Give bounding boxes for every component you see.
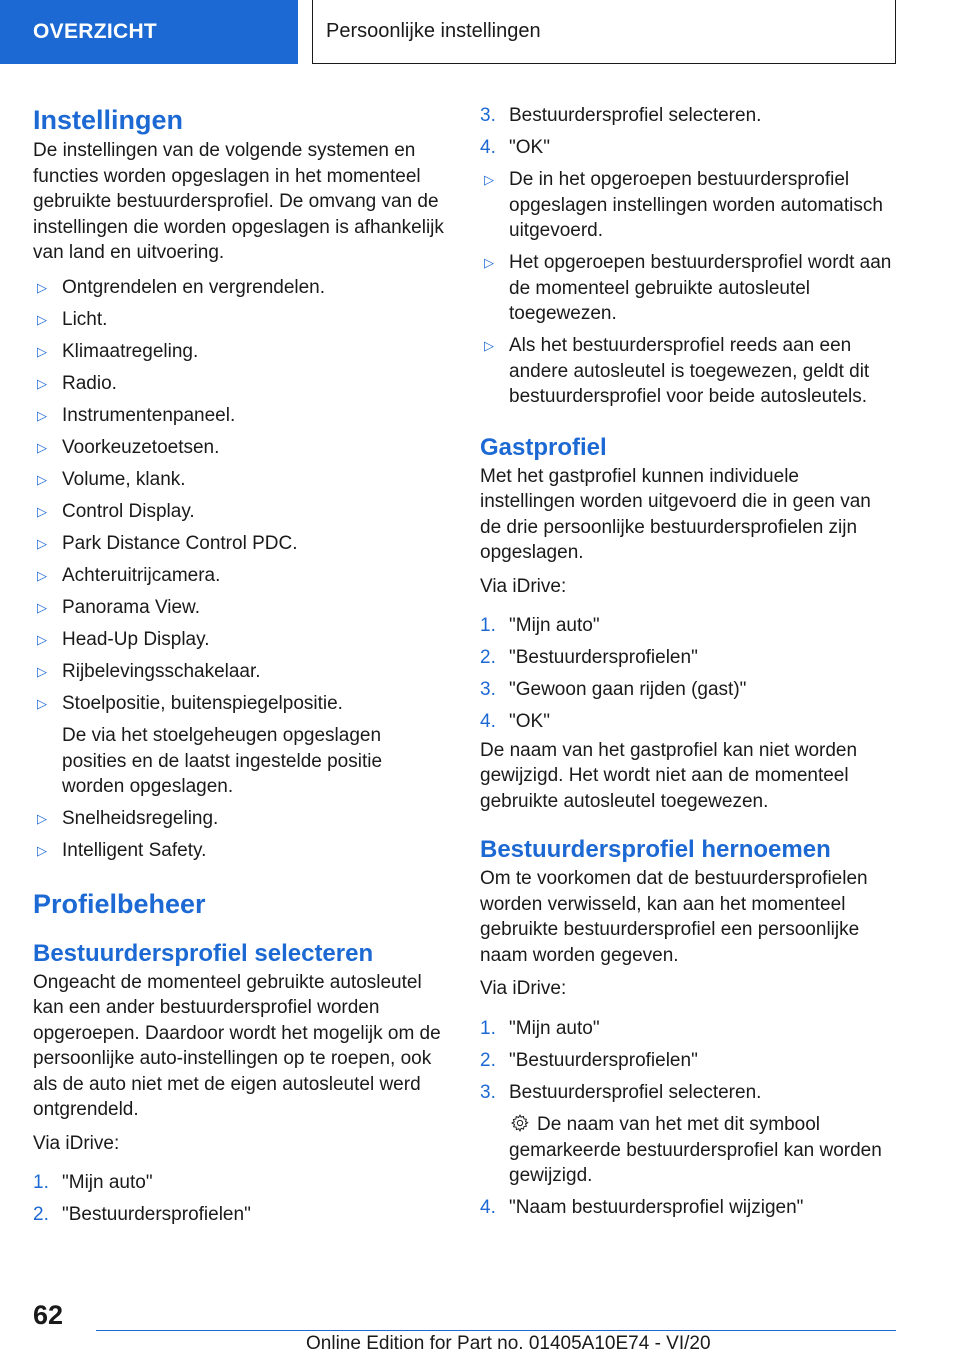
- step-text[interactable]: "Mijn auto": [62, 1172, 153, 1193]
- edition-label: Online Edition for Part no. 01405A10E74 - VI/20: [306, 1333, 711, 1354]
- gear-note: [509, 1112, 896, 1189]
- triangle-bullet-icon: ▷: [37, 695, 47, 711]
- page-header: [0, 0, 960, 66]
- step-item: [480, 1080, 896, 1189]
- list-item-text: Als het bestuurdersprofiel reeds aan een andere autosleutel is toegewezen, geldt dit bestuurdersprofiel voor beide autosleutels.: [509, 335, 870, 407]
- footer-divider: [96, 1330, 896, 1331]
- step-item: [480, 1016, 896, 1042]
- step-text[interactable]: "Bestuurdersprofielen": [62, 1204, 251, 1225]
- list-item-text: Volume, klank.: [62, 468, 186, 490]
- list-item-text: Voorkeuzetoetsen.: [62, 436, 220, 458]
- step-item: [480, 1195, 896, 1221]
- list-item-text: Intelligent Safety.: [62, 840, 207, 861]
- right-column: [480, 103, 896, 1227]
- seat-memory-note: De via het stoelgeheugen opgeslagen posities en de laatst ingestelde positie worden opgeslagen.: [62, 725, 383, 797]
- step-text[interactable]: "Gewoon gaan rijden (gast)": [509, 679, 747, 700]
- list-item: [33, 691, 449, 800]
- step-text: Bestuurdersprofiel selecteren.: [509, 1081, 762, 1103]
- step-number: 2.: [480, 647, 496, 668]
- triangle-bullet-icon: ▷: [484, 255, 494, 270]
- list-item: [480, 167, 896, 244]
- list-item-text: Het opgeroepen bestuurdersprofiel wordt aan de momenteel gebruikte autosleutel toegewezen.: [509, 252, 892, 324]
- triangle-bullet-icon: ▷: [37, 663, 47, 679]
- triangle-bullet-icon: ▷: [484, 172, 494, 187]
- list-item-text: Rijbelevingsschakelaar.: [62, 660, 261, 682]
- via-idrive-label: Via iDrive:: [480, 575, 567, 597]
- list-item: [33, 435, 449, 461]
- via-idrive-label: Via iDrive:: [480, 978, 567, 999]
- rename-steps: [480, 1016, 896, 1221]
- list-item: [33, 627, 449, 653]
- step-number: 1.: [480, 1017, 496, 1039]
- select-steps: [33, 1170, 449, 1228]
- settings-list: [33, 275, 449, 864]
- hernoemen-paragraph: Om te voorkomen dat de bestuurdersprofielen worden verwisseld, kan aan het momenteel gebruikte bestuurdersprofiel een persoonlijke naam worden gegeven.: [480, 868, 868, 966]
- triangle-bullet-icon: ▷: [37, 439, 47, 455]
- triangle-bullet-icon: ▷: [37, 471, 47, 487]
- list-item: [33, 371, 449, 397]
- heading-instellingen: Instellingen: [33, 105, 184, 135]
- list-item-text: Ontgrendelen en vergrendelen.: [62, 276, 326, 298]
- step-text[interactable]: "Naam bestuurdersprofiel wijzigen": [509, 1197, 804, 1218]
- list-item: [33, 806, 449, 832]
- list-item: [33, 838, 449, 864]
- heading-profiel-selecteren: Bestuurdersprofiel selecteren: [33, 939, 374, 967]
- step-text[interactable]: "OK": [509, 137, 550, 158]
- select-result-list: [480, 167, 896, 410]
- triangle-bullet-icon: ▷: [37, 843, 47, 858]
- triangle-bullet-icon: ▷: [37, 279, 47, 295]
- list-item: [33, 275, 449, 301]
- list-item-text: Park Distance Control PDC.: [62, 532, 298, 554]
- step-number: 4.: [480, 137, 496, 158]
- list-item-text: Panorama View.: [62, 596, 201, 618]
- step-text: Bestuurdersprofiel selecteren.: [509, 105, 762, 126]
- triangle-bullet-icon: ▷: [37, 535, 47, 551]
- list-item: [33, 307, 449, 333]
- triangle-bullet-icon: ▷: [37, 503, 47, 519]
- list-item-text: Achteruitrijcamera.: [62, 564, 221, 586]
- gast-paragraph: Met het gastprofiel kunnen individuele instellingen worden uitgevoerd die in geen van de drie persoonlijke bestuurdersprofielen zijn opgeslagen.: [480, 465, 871, 563]
- step-item: [33, 1202, 449, 1228]
- step-text[interactable]: "Bestuurdersprofielen": [509, 1049, 698, 1071]
- list-item: [33, 563, 449, 589]
- list-item: [33, 339, 449, 365]
- step-number: 1.: [33, 1172, 49, 1193]
- step-item: [480, 103, 896, 129]
- step-text[interactable]: "Bestuurdersprofielen": [509, 647, 698, 668]
- step-number: 1.: [480, 615, 496, 636]
- step-item: [480, 135, 896, 161]
- list-item: [33, 531, 449, 557]
- list-item: [480, 250, 896, 327]
- step-item: [480, 677, 896, 703]
- left-column: [33, 100, 449, 1234]
- list-item: [33, 595, 449, 621]
- section-tab[interactable]: OVERZICHT: [0, 0, 298, 64]
- triangle-bullet-icon: ▷: [37, 311, 47, 327]
- step-item: [33, 1170, 449, 1196]
- select-steps-continued: [480, 103, 896, 161]
- list-item: [33, 467, 449, 493]
- list-item-text: Radio.: [62, 372, 117, 394]
- list-item-text: Snelheidsregeling.: [62, 808, 219, 829]
- step-number: 2.: [480, 1049, 496, 1071]
- page-number: 62: [33, 1300, 64, 1330]
- gear-icon: [509, 1113, 531, 1133]
- triangle-bullet-icon: ▷: [37, 631, 47, 647]
- list-item: [33, 403, 449, 429]
- step-text[interactable]: "Mijn auto": [509, 1017, 600, 1039]
- chapter-title: Persoonlijke instellingen: [312, 0, 896, 64]
- list-item: [480, 333, 896, 410]
- triangle-bullet-icon: ▷: [37, 343, 47, 359]
- triangle-bullet-icon: ▷: [37, 375, 47, 391]
- step-item: [480, 645, 896, 671]
- triangle-bullet-icon: ▷: [37, 567, 47, 583]
- via-idrive-label: Via iDrive:: [33, 1132, 120, 1154]
- list-item-text: Klimaatregeling.: [62, 340, 199, 362]
- triangle-bullet-icon: ▷: [37, 407, 47, 423]
- heading-gastprofiel: Gastprofiel: [480, 433, 607, 461]
- triangle-bullet-icon: ▷: [37, 811, 47, 826]
- gear-note-text: De naam van het met dit symbool gemarkeerde bestuurdersprofiel kan worden gewijzigd.: [509, 1114, 882, 1186]
- list-item-text: Control Display.: [62, 500, 195, 522]
- step-number: 2.: [33, 1204, 49, 1225]
- step-number: 4.: [480, 711, 496, 732]
- step-number: 3.: [480, 105, 496, 126]
- list-item-text: Licht.: [62, 308, 108, 330]
- triangle-bullet-icon: ▷: [484, 338, 494, 353]
- heading-profielbeheer: Profielbeheer: [33, 888, 206, 919]
- gast-steps: [480, 613, 896, 735]
- triangle-bullet-icon: ▷: [37, 599, 47, 615]
- step-number: 3.: [480, 1081, 496, 1103]
- step-number: 4.: [480, 1197, 496, 1218]
- step-number: 3.: [480, 679, 496, 700]
- heading-profiel-hernoemen: Bestuurdersprofiel hernoemen: [480, 836, 831, 863]
- gast-note: De naam van het gastprofiel kan niet worden gewijzigd. Het wordt niet aan de momenteel gebruikte autosleutel toegewezen.: [480, 739, 858, 812]
- step-item: [480, 709, 896, 735]
- step-text[interactable]: "Mijn auto": [509, 615, 600, 636]
- intro-paragraph: De instellingen van de volgende systemen en functies worden opgeslagen in het momenteel gebruikte bestuurdersprofiel. De omvang van de instellingen die worden opgeslagen is afhankelijk van land en uitvoering.: [33, 140, 444, 263]
- list-item: [33, 659, 449, 685]
- step-item: [480, 1048, 896, 1074]
- list-item-text: Head-Up Display.: [62, 628, 210, 650]
- list-item-text: Stoelpositie, buitenspiegelpositie.: [62, 692, 343, 714]
- list-item: [33, 499, 449, 525]
- list-item-text: De in het opgeroepen bestuurdersprofiel opgeslagen instellingen worden automatisch uitgevoerd.: [509, 169, 883, 241]
- select-paragraph: Ongeacht de momenteel gebruikte autosleutel kan een ander bestuurdersprofiel worden opgeroepen. Daardoor wordt het mogelijk om de persoonlijke auto-instellingen op te roepen, ook als de auto niet met de eigen autosleutel werd ontgrendeld.: [33, 971, 441, 1120]
- step-text[interactable]: "OK": [509, 711, 550, 732]
- step-item: [480, 613, 896, 639]
- list-item-text: Instrumentenpaneel.: [62, 404, 236, 426]
